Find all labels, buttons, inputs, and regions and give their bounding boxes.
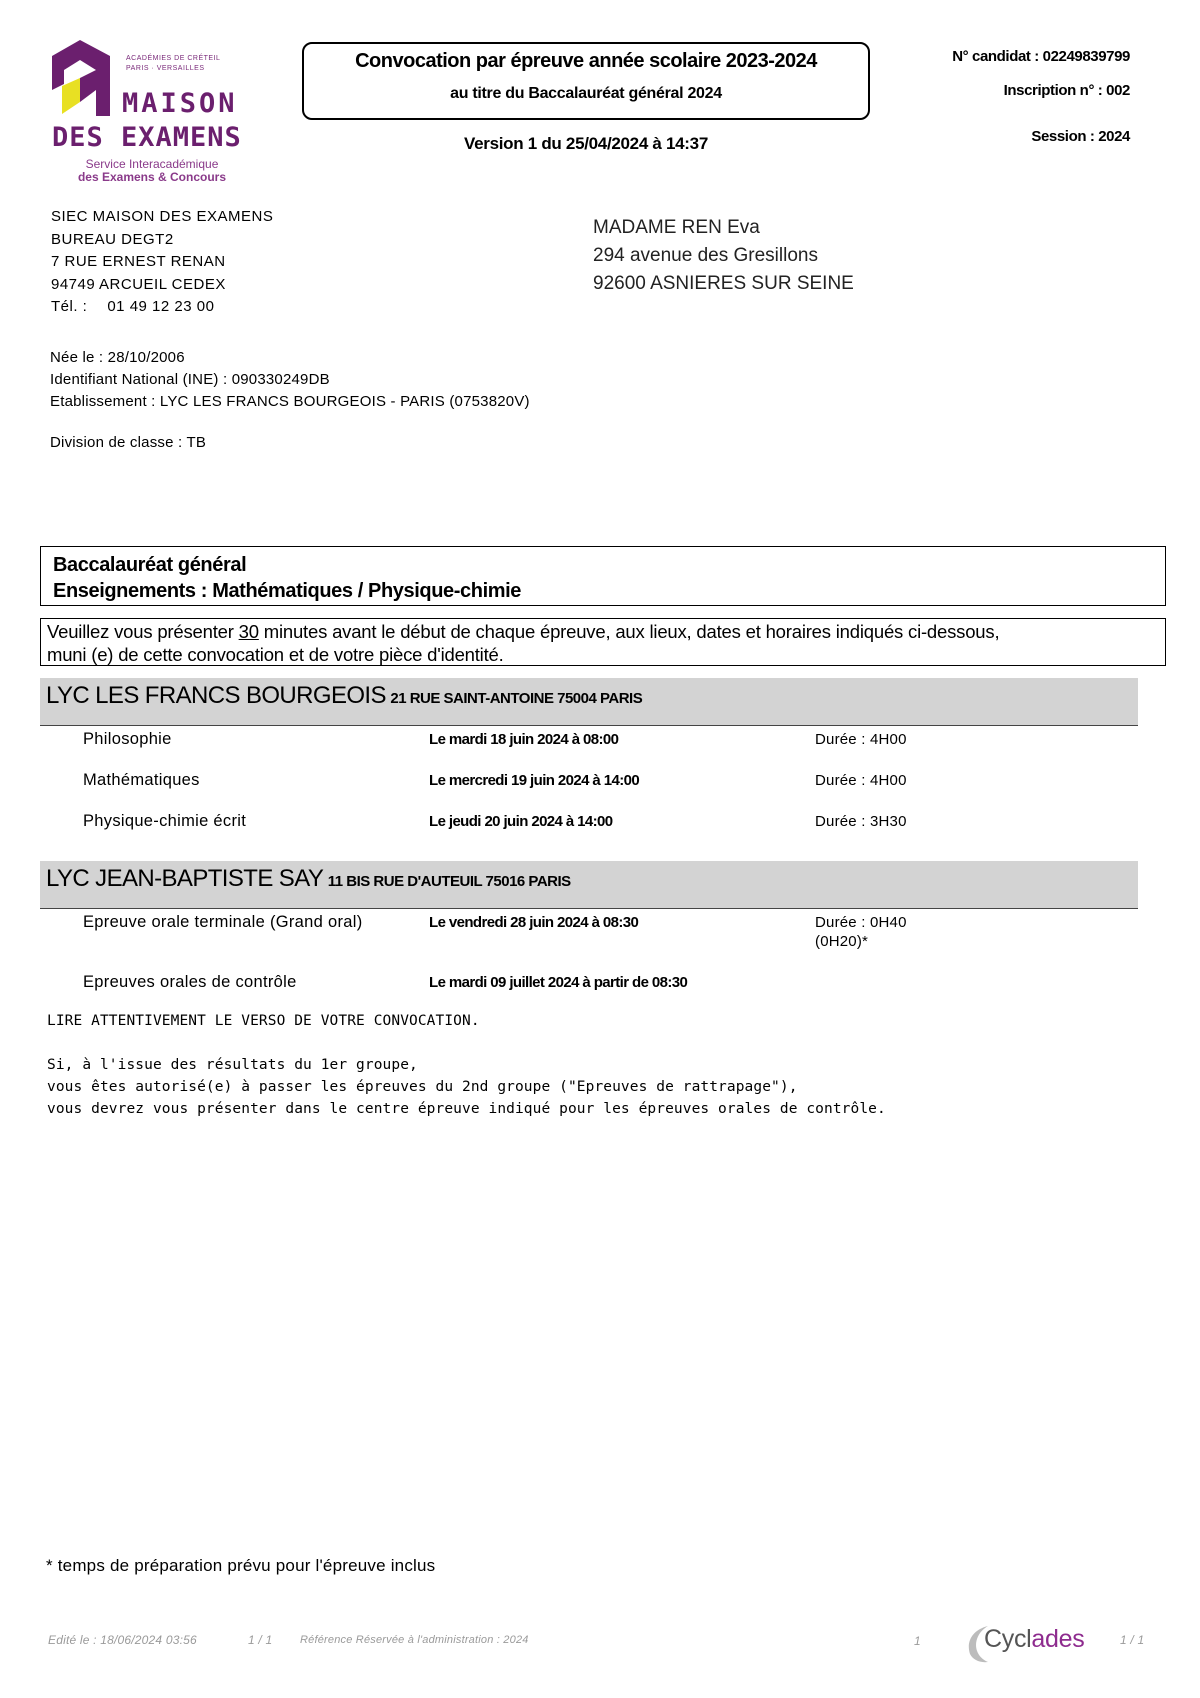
logo-examens-text: DES EXAMENS — [52, 122, 242, 153]
epreuve-duration: Durée : 4H00 — [815, 731, 907, 748]
sender-line: 94749 ARCUEIL CEDEX — [51, 275, 226, 293]
epreuve-date: Le mercredi 19 juin 2024 à 14:00 — [429, 772, 640, 789]
epreuve-name: Physique-chimie écrit — [83, 812, 247, 830]
epreuve-name: Epreuves orales de contrôle — [83, 973, 297, 991]
epreuve-duration: Durée : 4H00 — [815, 772, 907, 789]
epreuve-duration-value: Durée : 0H40 — [815, 914, 907, 931]
epreuve-name: Mathématiques — [83, 771, 200, 789]
brand-part: Cycl — [984, 1625, 1032, 1653]
inscription-number: Inscription n° : 002 — [1003, 82, 1130, 99]
exam-box — [40, 546, 1166, 606]
epreuve-name: Epreuve orale terminale (Grand oral) — [83, 913, 363, 931]
tel-number: 01 49 12 23 00 — [107, 298, 215, 315]
centre-name: LYC LES FRANCS BOURGEOIS — [46, 682, 386, 709]
logo-academies-line: ACADÉMIES DE CRÉTEIL — [126, 55, 221, 62]
document-version: Version 1 du 25/04/2024 à 14:37 — [464, 134, 708, 153]
edited-date: Edité le : 18/06/2024 03:56 — [48, 1633, 197, 1647]
cyclades-wordmark — [984, 1625, 1084, 1654]
sender-address — [51, 206, 273, 319]
logo-maison-text: MAISON — [122, 88, 238, 119]
centre-name: LYC JEAN-BAPTISTE SAY — [46, 865, 324, 892]
epreuve-duration — [815, 913, 907, 951]
cyclades-logo — [964, 1620, 1094, 1668]
epreuve-date: Le mardi 18 juin 2024 à 08:00 — [429, 731, 619, 748]
recipient-address — [593, 214, 854, 298]
epreuve-duration-note: (0H20)* — [815, 933, 869, 950]
house-logo-icon — [52, 40, 110, 118]
birth-date: Née le : 28/10/2006 — [50, 349, 185, 366]
candidate-number: N° candidat : 02249839799 — [952, 48, 1130, 65]
maison-des-examens-logo — [52, 40, 252, 190]
exam-centre-header — [40, 678, 1138, 726]
notice-text: Veuillez vous présenter — [47, 621, 239, 642]
notice-box — [40, 618, 1166, 666]
notice-minutes: 30 — [238, 621, 259, 642]
epreuve-name: Philosophie — [83, 730, 172, 748]
page-number-right: 1 / 1 — [1120, 1633, 1145, 1647]
convocation-title-box — [302, 42, 870, 120]
page-number: 1 / 1 — [248, 1633, 273, 1647]
logo-service-line: Service Interacadémique — [85, 157, 219, 171]
epreuve-date: Le mardi 09 juillet 2024 à partir de 08:30 — [429, 974, 688, 991]
document-title: Convocation par épreuve année scolaire 2023-2024 — [355, 50, 817, 72]
epreuve-date: Le vendredi 28 juin 2024 à 08:30 — [429, 914, 639, 931]
epreuve-duration: Durée : 3H30 — [815, 813, 907, 830]
centre-address: 11 BIS RUE D'AUTEUIL 75016 PARIS — [327, 873, 571, 890]
notice-line-2: muni (e) de cette convocation et de votre pièce d'identité. — [47, 644, 504, 665]
centre-address: 21 RUE SAINT-ANTOINE 75004 PARIS — [390, 690, 643, 707]
recipient-street: 294 avenue des Gresillons — [593, 245, 818, 266]
notice-line-1 — [47, 620, 1159, 643]
footnote: * temps de préparation prévu pour l'épreuve inclus — [46, 1556, 436, 1575]
sender-tel — [51, 296, 273, 319]
exam-centre-header — [40, 861, 1138, 909]
logo-service-line-2: des Examens & Concours — [77, 170, 227, 184]
page-index: 1 — [914, 1634, 921, 1648]
exam-type: Baccalauréat général — [53, 554, 247, 576]
tel-label: Tél. : — [51, 298, 88, 315]
notice-text: minutes avant le début de chaque épreuve, aux lieux, dates et horaires indiqués ci-dessous, — [258, 621, 1000, 642]
instruction-line: vous devrez vous présenter dans le centre épreuve indiqué pour les épreuves orales de contrôle. — [47, 1101, 886, 1117]
sender-line: 7 RUE ERNEST RENAN — [51, 253, 226, 270]
epreuve-date: Le jeudi 20 juin 2024 à 14:00 — [429, 813, 613, 830]
instruction-verso: LIRE ATTENTIVEMENT LE VERSO DE VOTRE CONVOCATION. — [47, 1013, 480, 1029]
etablissement: Etablissement : LYC LES FRANCS BOURGEOIS - PARIS (0753820V) — [50, 393, 530, 410]
ine-number: Identifiant National (INE) : 090330249DB — [50, 371, 330, 388]
recipient-name: MADAME REN Eva — [593, 217, 760, 238]
admin-reference: Référence Réservée à l'administration : 2024 — [300, 1634, 529, 1646]
instruction-rattrapage — [47, 1054, 886, 1120]
instruction-line: vous êtes autorisé(e) à passer les épreuves du 2nd groupe ("Epreuves de rattrapage"), — [47, 1079, 798, 1095]
exam-enseignements: Enseignements : Mathématiques / Physique-chimie — [53, 580, 521, 602]
logo-academies-line-2: PARIS · VERSAILLES — [126, 65, 205, 72]
recipient-city: 92600 ASNIERES SUR SEINE — [593, 273, 854, 294]
division: Division de classe : TB — [50, 434, 207, 451]
sender-line: SIEC MAISON DES EXAMENS — [51, 208, 274, 225]
instruction-line: Si, à l'issue des résultats du 1er groupe, — [47, 1057, 418, 1073]
session: Session : 2024 — [1031, 128, 1130, 145]
brand-part-accent: ades — [1031, 1625, 1085, 1653]
sender-line: BUREAU DEGT2 — [51, 230, 174, 248]
document-subtitle: au titre du Baccalauréat général 2024 — [450, 85, 722, 102]
